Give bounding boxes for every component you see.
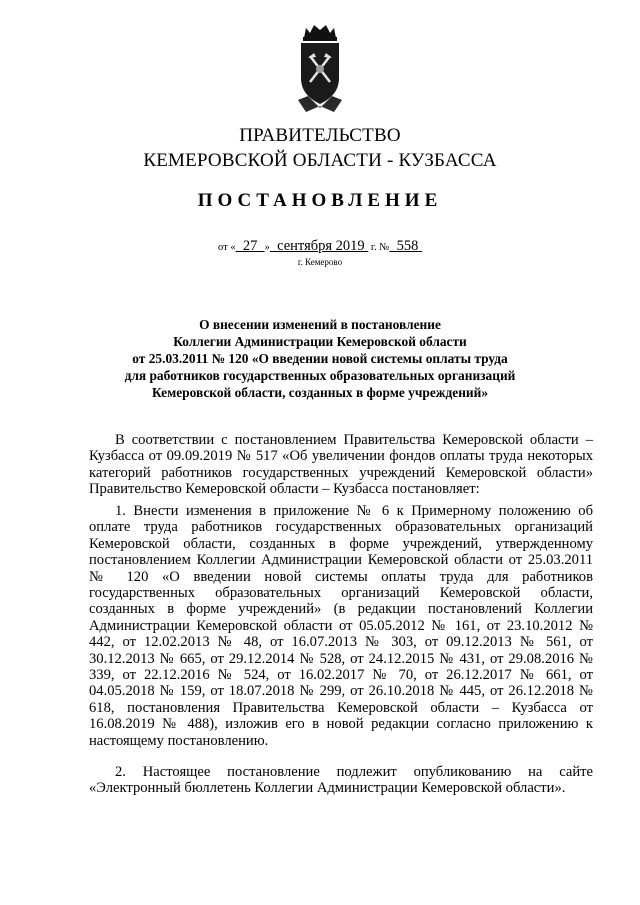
government-name-line1: ПРАВИТЕЛЬСТВО	[239, 125, 401, 146]
preamble-paragraph: В соответствии с постановлением Правительства Кемеровской области – Кузбасса от 09.09.2019 № 517 «Об увеличении фондов оплаты труда некоторых категорий работников государственных учреждений Кемеровской области» Правительство Кемеровской области – Кузбасса постановляет:	[89, 432, 593, 498]
date-prefix: от «	[218, 242, 236, 253]
date-line	[0, 238, 640, 255]
title-line: для работников государственных образовательных организаций	[124, 368, 516, 383]
city: г. Кемерово	[297, 257, 343, 267]
title-line: Кемеровской области, созданных в форме учреждений»	[151, 385, 489, 400]
date-day: 27	[242, 238, 258, 254]
document-number: 558	[396, 238, 419, 254]
document-title	[60, 316, 580, 401]
title-line: Коллегии Администрации Кемеровской области	[173, 334, 467, 349]
document-type: ПОСТАНОВЛЕНИЕ	[197, 190, 443, 211]
number-label: №	[379, 242, 390, 253]
date-mid: »	[264, 242, 270, 253]
government-name-line2: КЕМЕРОВСКОЙ ОБЛАСТИ - КУЗБАССА	[143, 150, 497, 171]
title-line: от 25.03.2011 № 120 «О введении новой системы оплаты труда	[132, 351, 508, 366]
item-1-paragraph: 1. Внести изменения в приложение № 6 к Примерному положению об оплате труда работников государственных образовательных организаций Кемеровской области, созданных в форме учреждений, утвержденному постановлением Коллегии Администрации Кемеровской области от 25.03.2011 № 120 «О введении новой системы оплаты труда для работников государственных образовательных организаций Кемеровской области, созданных в форме учреждений» (в редакции постановлений Коллегии Администрации Кемеровской области от 05.05.2012 № 161, от 23.10.2012 № 442, от 12.02.2013 № 48, от 16.07.2013 № 303, от 09.12.2013 № 561, от 30.12.2013 № 665, от 29.12.2014 № 528, от 24.12.2015 № 431, от 29.08.2016 № 339, от 22.12.2016 № 524, от 16.02.2017 № 70, от 26.12.2017 № 661, от 04.05.2018 № 159, от 18.07.2018 № 299, от 26.10.2018 № 445, от 26.12.2018 № 618, постановления Правительства Кемеровской области – Кузбасса от 16.08.2019 № 488), изложив его в новой редакции согласно приложению к настоящему постановлению.	[89, 503, 593, 749]
date-year-suffix: г.	[370, 242, 377, 253]
date-month-year: сентября 2019	[277, 238, 365, 254]
coat-of-arms-icon	[294, 22, 346, 114]
item-2-paragraph: 2. Настоящее постановление подлежит опубликованию на сайте «Электронный бюллетень Коллегии Администрации Кемеровской области».	[89, 764, 593, 797]
title-line: О внесении изменений в постановление	[199, 317, 441, 332]
